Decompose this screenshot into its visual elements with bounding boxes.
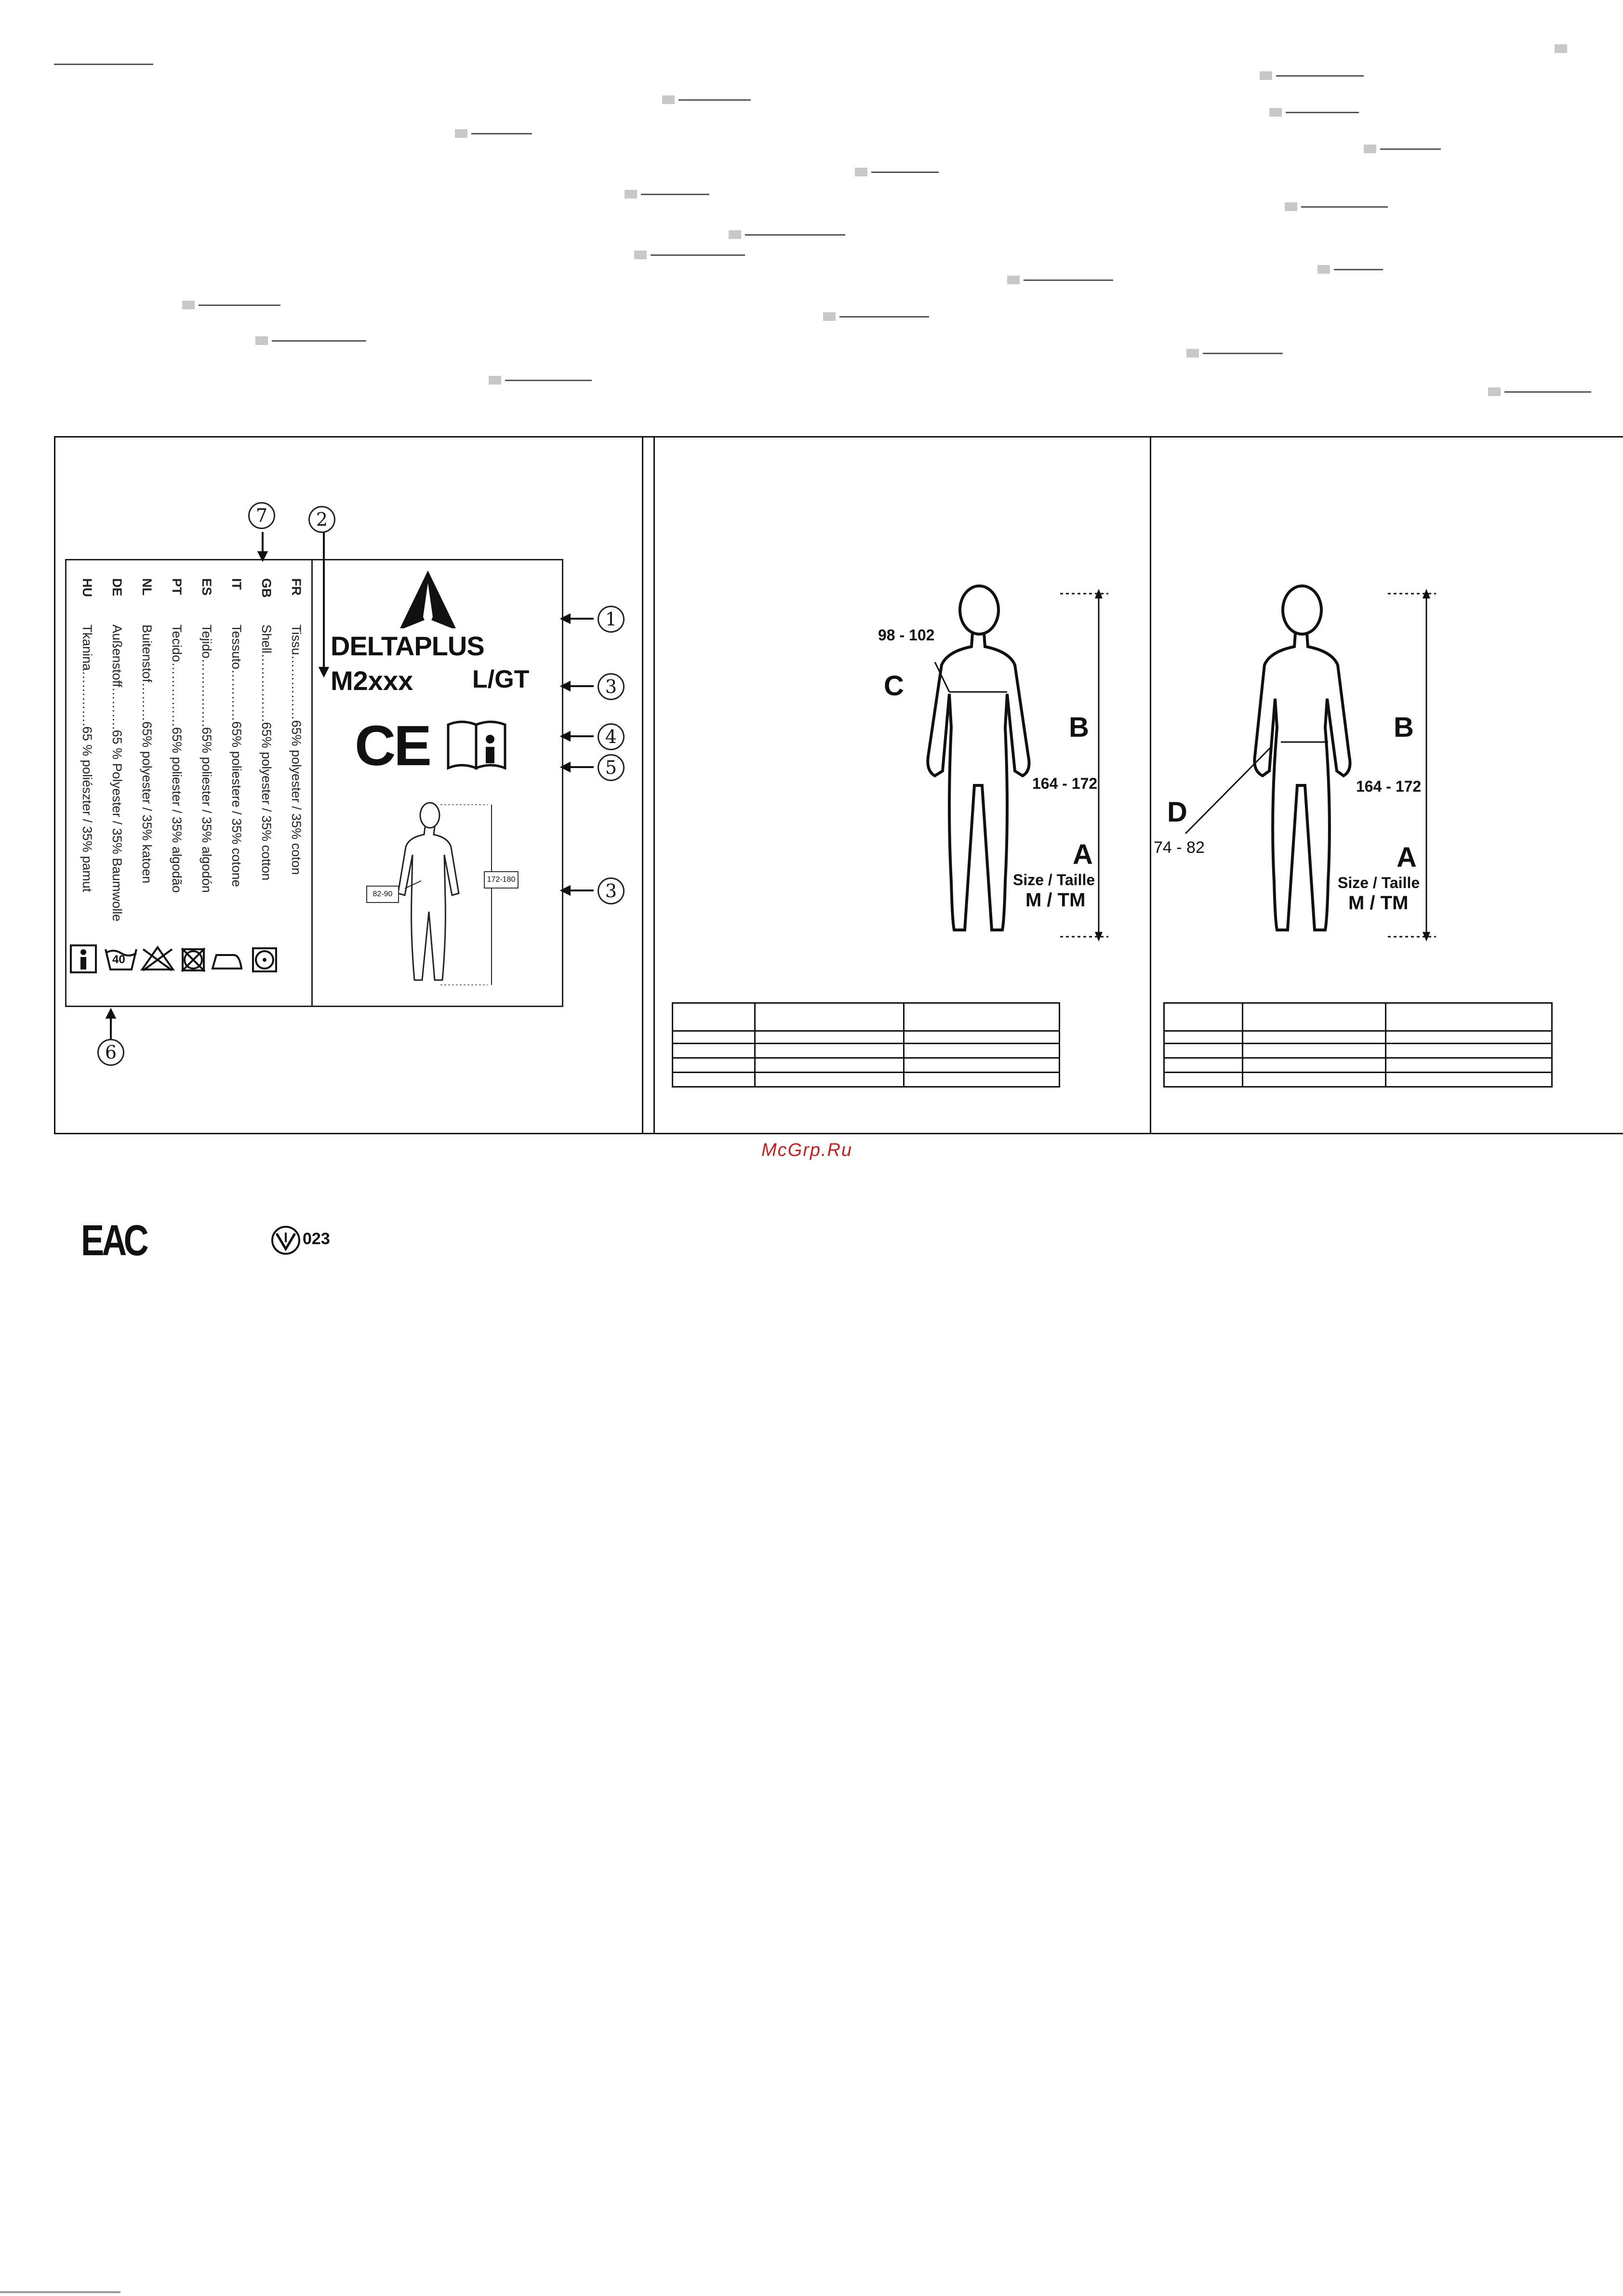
language-code: IT <box>229 578 244 590</box>
flag-icon <box>625 190 637 199</box>
panel-divider <box>1150 436 1151 1133</box>
callout-3: 3 <box>598 673 625 700</box>
letter-d: D <box>1167 796 1187 828</box>
waist-pointer-line <box>1176 732 1287 848</box>
footer-rule <box>0 2291 120 2293</box>
flag-rule <box>1504 391 1591 393</box>
size-table-left <box>672 1002 1060 1088</box>
flag-rule <box>471 133 532 134</box>
size-label: Size / Taille <box>1013 871 1095 889</box>
height-range-tag: 172-180 <box>484 871 519 889</box>
flag-rule <box>871 172 939 173</box>
language-code: HU <box>80 578 94 597</box>
language-flag <box>855 168 939 176</box>
language-flag <box>1260 71 1364 80</box>
brand-name: DELTAPLUS <box>331 631 484 661</box>
callout-5: 5 <box>598 754 625 781</box>
height-range: 164 - 172 <box>1356 778 1422 795</box>
ukr-conformity-icon <box>270 1223 302 1258</box>
letter-c: C <box>884 670 904 702</box>
flag-icon <box>255 336 268 345</box>
language-flag <box>455 129 532 138</box>
composition-text: Tecido……………65% poliester / 35% algodão <box>170 624 184 893</box>
callout-3b: 3 <box>598 877 625 904</box>
language-code: DE <box>110 578 124 597</box>
language-flag <box>625 190 709 199</box>
flag-icon <box>455 129 467 138</box>
composition-text: Tejido…………….65% poliester / 35% algodón <box>200 624 214 893</box>
composition-text: Außenstoff……….65 % Polyester / 35% Baumwolle <box>110 624 124 922</box>
flag-icon <box>489 376 501 385</box>
size-code: L/GT <box>472 665 530 693</box>
size-table-right <box>1163 1002 1553 1088</box>
language-flag <box>662 95 751 104</box>
language-code: PT <box>170 578 184 595</box>
flag-rule <box>745 234 845 236</box>
letter-a: A <box>1073 839 1093 870</box>
composition-text: Tessuto…………65% poliestere / 35% cotone <box>229 624 244 887</box>
flag-rule <box>641 194 709 195</box>
language-flag <box>634 251 745 259</box>
flag-rule <box>839 316 929 318</box>
language-flag <box>182 301 280 309</box>
flag-icon <box>1555 44 1567 53</box>
flag-icon <box>1260 71 1272 80</box>
composition-text: Shell…………….65% polyester / 35% cotton <box>259 624 274 881</box>
flag-icon <box>1364 145 1376 153</box>
flag-rule <box>651 254 745 256</box>
flag-rule <box>1024 279 1113 281</box>
language-flag <box>1488 387 1591 396</box>
flag-rule <box>199 305 280 306</box>
flag-icon <box>1317 265 1330 274</box>
flag-icon <box>1488 387 1501 396</box>
composition-text: Tkanina………….65 % poliészter / 35% pamut <box>80 624 94 892</box>
letter-b: B <box>1069 712 1089 743</box>
ce-mark: CE <box>355 714 430 778</box>
language-flag <box>823 312 929 321</box>
flag-icon <box>1186 349 1199 358</box>
language-code: GB <box>259 578 274 598</box>
flag-icon <box>1007 276 1020 284</box>
callout-4: 4 <box>598 723 625 750</box>
size-label: Size / Taille <box>1338 874 1420 891</box>
eac-mark: ЕАС <box>81 1217 146 1265</box>
flag-rule <box>1301 206 1388 208</box>
callout-6: 6 <box>97 1039 124 1066</box>
size-value: M / TM <box>1025 889 1086 911</box>
flag-rule <box>678 99 751 101</box>
chest-range: 98 - 102 <box>878 626 935 644</box>
flag-rule <box>1286 112 1359 113</box>
language-flag <box>1317 265 1383 274</box>
flag-rule <box>1380 148 1441 150</box>
letter-a: A <box>1397 842 1417 873</box>
composition-text: Buitenstof………65% polyester / 35% katoen <box>140 624 154 884</box>
flag-icon <box>1269 108 1282 117</box>
language-flag <box>489 376 592 385</box>
callout-1: 1 <box>598 606 625 633</box>
ukr-mark-number: 023 <box>303 1230 330 1248</box>
flag-icon <box>662 95 675 104</box>
wash-temperature: 40 <box>112 953 125 966</box>
panel-divider <box>653 436 655 1133</box>
flag-icon <box>823 312 836 321</box>
model-number: M2xxx <box>331 665 413 696</box>
height-range: 164 - 172 <box>1032 775 1098 792</box>
flag-icon <box>855 168 867 176</box>
language-flag <box>1364 145 1441 153</box>
callout-arrows <box>0 0 646 1079</box>
size-value: M / TM <box>1348 892 1409 914</box>
language-flag <box>1007 276 1113 284</box>
flag-icon <box>182 301 195 309</box>
language-flag <box>1555 44 1571 53</box>
waist-range: 74 - 82 <box>1154 838 1205 857</box>
flag-rule <box>272 340 366 342</box>
flag-icon <box>634 251 647 259</box>
flag-icon <box>729 230 741 239</box>
callout-2: 2 <box>308 506 335 533</box>
language-code: FR <box>289 578 304 596</box>
flag-icon <box>1285 202 1297 211</box>
chest-range-tag: 82-90 <box>366 886 399 903</box>
language-flag <box>1269 108 1359 117</box>
composition-text: Tissu……………65% polyester / 35% coton <box>289 624 304 875</box>
flag-rule <box>505 380 592 381</box>
flag-rule <box>1334 269 1383 270</box>
language-flag <box>729 230 845 239</box>
language-code: NL <box>140 578 154 596</box>
flag-rule <box>1203 353 1283 354</box>
callout-7: 7 <box>248 502 275 529</box>
language-code: ES <box>200 578 214 596</box>
language-flag <box>255 336 366 345</box>
language-flag <box>1186 349 1283 358</box>
letter-b: B <box>1394 712 1414 743</box>
flag-rule <box>1276 75 1364 77</box>
watermark[interactable]: McGrp.Ru <box>761 1140 853 1160</box>
language-flag <box>1285 202 1388 211</box>
